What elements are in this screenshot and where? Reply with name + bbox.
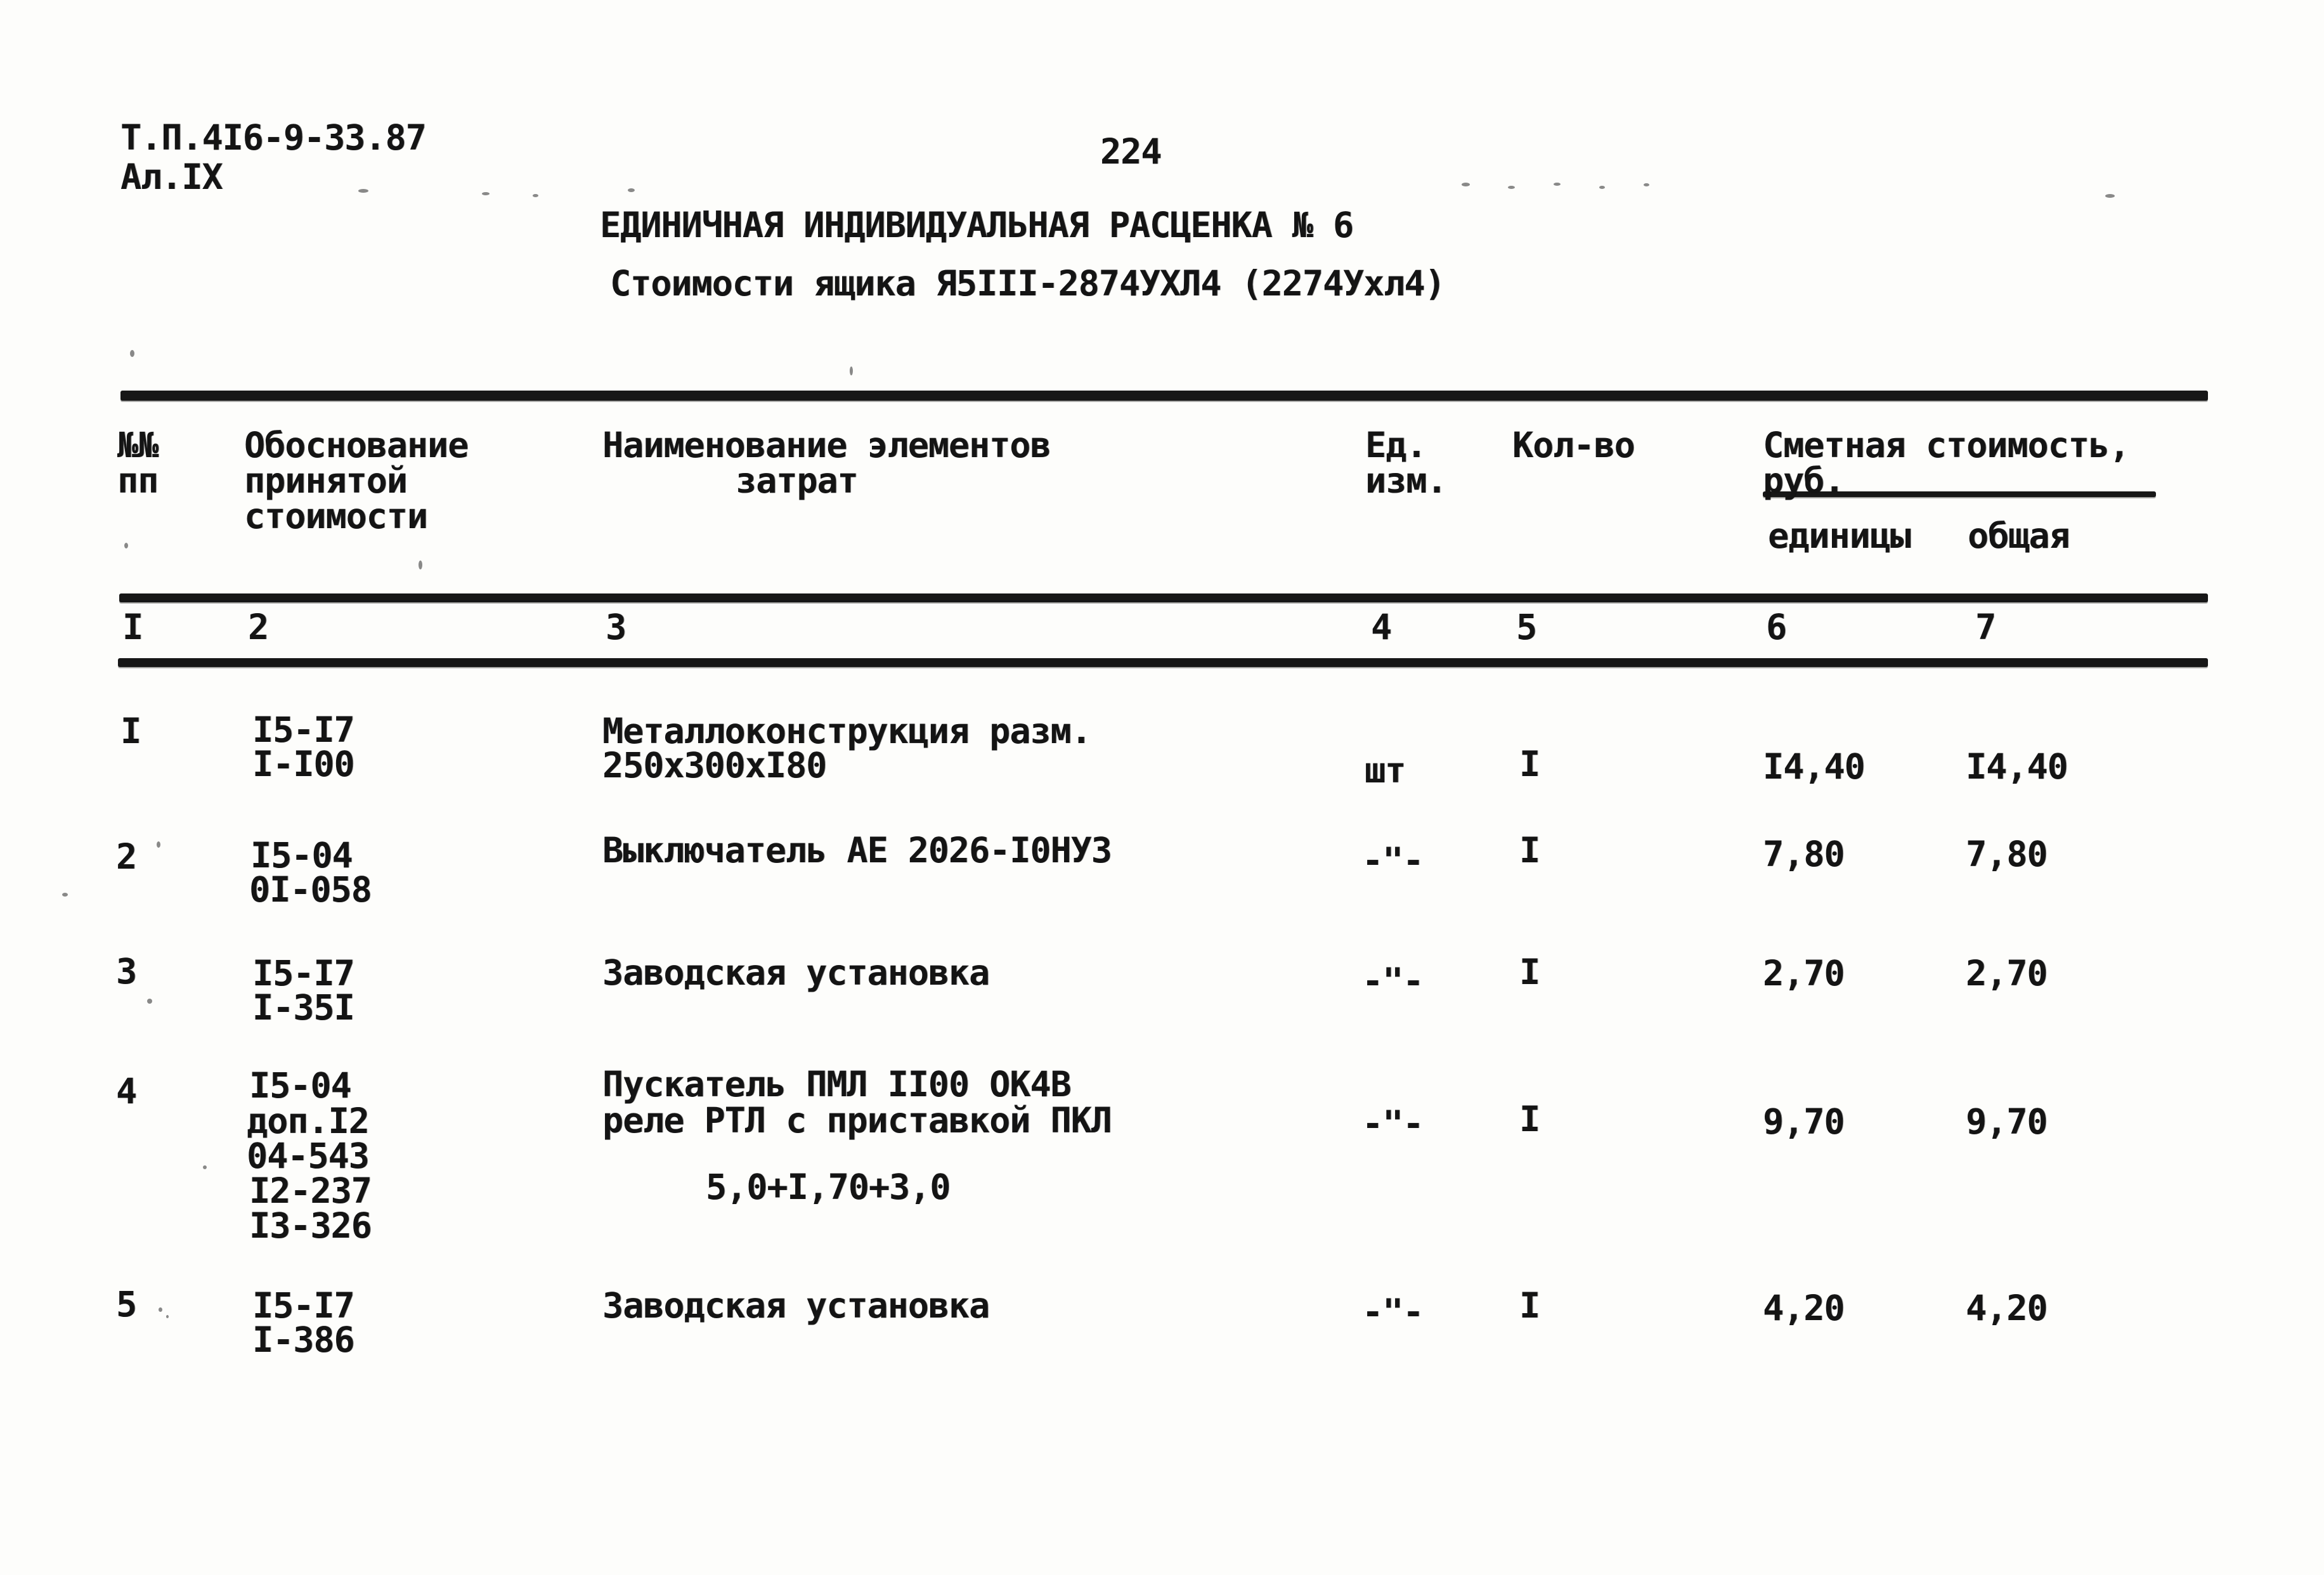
row-num: 4 [116, 1071, 137, 1112]
doc-ref-line2: Ал.IX [120, 157, 223, 197]
element-name-line: Заводская установка [602, 1285, 990, 1326]
scan-speckle [1599, 186, 1605, 189]
total-cost-cell: 7,80 [1966, 834, 2048, 874]
header-cost-unit: единицы [1768, 515, 1911, 556]
row-num: I [120, 711, 141, 751]
element-name-line: Заводская установка [602, 952, 990, 993]
header-just-line3: стоимости [244, 496, 428, 536]
scan-speckle [62, 893, 68, 897]
colnum-2: 2 [248, 607, 269, 647]
justification-code: I-35I [252, 987, 354, 1028]
justification-code: 0I-058 [249, 869, 372, 910]
header-no-line1: №№ [117, 425, 159, 465]
scan-speckle [358, 189, 368, 193]
header-qty: Кол-во [1512, 425, 1635, 465]
justification-code: I3-326 [249, 1205, 372, 1246]
scan-speckle [419, 561, 422, 569]
qty-cell: I [1519, 830, 1540, 871]
page-subtitle: Стоимости ящика Я5III-2874УХЛ4 (2274Ухл4) [610, 263, 1445, 304]
row-num: 3 [116, 951, 137, 992]
header-name-line2: затрат [736, 460, 858, 501]
scan-speckle [1462, 183, 1470, 186]
header-cost-total: общая [1968, 515, 2070, 556]
justification-code: 04-543 [247, 1136, 369, 1176]
qty-cell: I [1519, 952, 1540, 992]
scan-speckle [482, 192, 490, 195]
scan-speckle [203, 1165, 207, 1169]
unit-cell: -"- [1362, 961, 1424, 1001]
scan-speckle [130, 350, 134, 357]
scan-speckle [1644, 183, 1649, 186]
header-cost-line2: руб. [1763, 460, 1845, 501]
header-cost-line1: Сметная стоимость, [1763, 425, 2130, 465]
total-cost-cell: I4,40 [1966, 746, 2068, 787]
justification-code: I5-04 [250, 835, 353, 876]
unit-cost-cell: 2,70 [1763, 953, 1845, 994]
unit-cell: -"- [1362, 1103, 1424, 1144]
element-name-line: Выключатель АЕ 2026-I0НУ3 [602, 830, 1112, 871]
qty-cell: I [1519, 1285, 1540, 1326]
unit-cost-cell: 7,80 [1763, 834, 1845, 874]
colnum-5: 5 [1516, 607, 1537, 647]
unit-cell: -"- [1362, 840, 1424, 881]
justification-code: I5-04 [249, 1065, 351, 1106]
table-colnum-rule [118, 658, 2208, 667]
qty-cell: I [1519, 1099, 1540, 1139]
scan-speckle [1508, 186, 1515, 189]
scan-speckle [159, 1307, 162, 1312]
element-name-line: 250х300хI80 [602, 745, 827, 786]
element-name-line: реле РТЛ с приставкой ПКЛ [602, 1100, 1112, 1141]
header-just-line1: Обоснование [244, 425, 469, 465]
colnum-7: 7 [1975, 607, 1996, 647]
table-top-rule [120, 391, 2208, 401]
table-header-rule [119, 593, 2208, 602]
justification-code: доп.I2 [247, 1101, 369, 1141]
scan-speckle [1554, 183, 1561, 186]
scan-speckle [166, 1315, 169, 1318]
total-cost-cell: 2,70 [1966, 953, 2048, 994]
qty-cell: I [1519, 744, 1540, 784]
row-num: 2 [116, 836, 137, 877]
justification-code: I5-I7 [252, 953, 354, 994]
total-cost-cell: 9,70 [1966, 1101, 2048, 1142]
unit-cost-cell: 9,70 [1763, 1101, 1845, 1142]
unit-cell: -"- [1362, 1292, 1424, 1332]
scan-speckle [850, 366, 853, 375]
justification-code: I2-237 [249, 1170, 372, 1211]
colnum-1: I [122, 607, 143, 647]
unit-cost-cell: 4,20 [1763, 1288, 1845, 1328]
colnum-4: 4 [1371, 607, 1392, 647]
header-name-line1: Наименование элементов [602, 425, 1051, 465]
header-just-line2: принятой [244, 460, 407, 501]
element-name-line: Металлоконструкция разм. [602, 711, 1091, 751]
justification-code: I5-I7 [252, 1285, 354, 1326]
colnum-6: 6 [1766, 607, 1787, 647]
scan-speckle [157, 841, 160, 848]
total-cost-cell: 4,20 [1966, 1288, 2048, 1328]
justification-code: I5-I7 [252, 710, 354, 750]
header-unit-line1: Ед. [1365, 425, 1427, 465]
scan-speckle [2105, 194, 2115, 198]
doc-ref-line1: Т.П.4I6-9-33.87 [120, 117, 426, 158]
row-num: 5 [116, 1284, 137, 1325]
cost-formula: 5,0+I,70+3,0 [706, 1167, 951, 1207]
scan-speckle [147, 999, 152, 1004]
header-no-line2: пп [117, 460, 159, 501]
page-number: 224 [1100, 131, 1162, 172]
page-title: ЕДИНИЧНАЯ ИНДИВИДУАЛЬНАЯ РАСЦЕНКА № 6 [600, 205, 1354, 245]
scan-speckle [533, 194, 538, 197]
element-name-line: Пускатель ПМЛ II00 ОК4В [602, 1064, 1071, 1105]
justification-code: I-386 [252, 1319, 354, 1360]
header-unit-line2: изм. [1365, 460, 1447, 501]
justification-code: I-I00 [252, 744, 354, 784]
scan-speckle [124, 543, 128, 548]
scan-speckle [628, 188, 635, 192]
unit-cost-cell: I4,40 [1763, 746, 1865, 787]
colnum-3: 3 [606, 607, 626, 647]
unit-cell: шт [1365, 750, 1406, 791]
